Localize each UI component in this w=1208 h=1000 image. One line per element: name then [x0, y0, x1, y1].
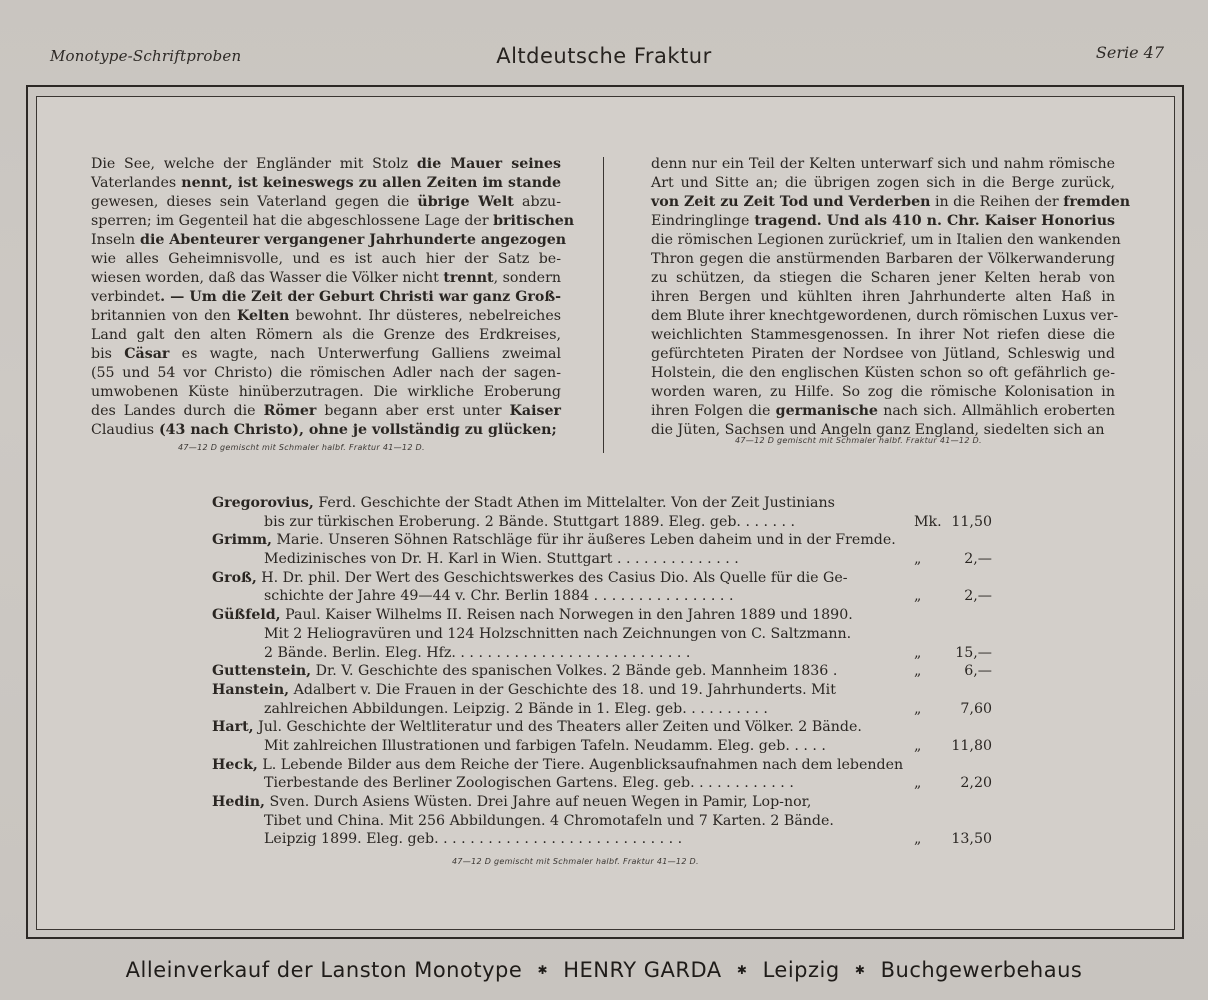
bibliography-entry [212, 756, 992, 793]
author-name: Grimm, [212, 532, 272, 549]
entry-line [212, 737, 992, 756]
entry-text: zahlreichen Abbildungen. Leipzig. 2 Bände in 1. Eleg. geb. . . . . . . . . . [264, 700, 768, 717]
text-column-left [91, 155, 575, 440]
bibliography-entry [212, 494, 992, 531]
text-line [91, 231, 567, 250]
price-currency: „ [914, 588, 922, 605]
emphasized-text: die Mauer seines [416, 156, 561, 172]
entry-text: schichte der Jahre 49—44 v. Chr. Berlin 1884 . . . . . . . . . . . . . . . . [264, 588, 734, 605]
footer-separator-icon: ✱ [736, 963, 748, 977]
text-line [91, 288, 561, 307]
text-run: denn nur ein Teil der Kelten unterwarf sich und nahm römische [651, 156, 1115, 172]
price-value: 7,60 [960, 700, 992, 717]
entry-line [212, 830, 992, 849]
footer-publisher-name: HENRY GARDA [563, 958, 722, 982]
text-line [91, 345, 561, 364]
emphasized-text: tragend. Und als 410 n. Chr. Kaiser Honorius [749, 213, 1115, 229]
price-currency: „ [914, 831, 922, 848]
bibliography-entry [212, 681, 992, 718]
text-line [91, 402, 561, 421]
author-name: Hanstein, [212, 681, 290, 698]
text-line [651, 174, 1115, 193]
price-currency: Mk. [914, 513, 942, 530]
text-line [91, 212, 575, 231]
text-line [651, 288, 1115, 307]
footer-building: Buchgewerbehaus [880, 958, 1083, 982]
text-line [91, 326, 561, 345]
price-value: 2,— [964, 551, 992, 568]
text-run: es wagte, nach Unterwerfung Galliens zweimal [169, 346, 561, 362]
text-line [91, 269, 561, 288]
typeface-note-bibliography: 47—12 D gemischt mit Schmaler halbf. Fraktur 41—12 D. [452, 857, 699, 866]
text-line [651, 307, 1119, 326]
emphasized-text: . — Um die Zeit der Geburt Christi war ganz Groß- [160, 289, 561, 305]
text-run: Die See, welche der Engländer mit Stolz [91, 156, 417, 172]
entry-price [914, 830, 992, 849]
text-run: weichlichten Stammesgenossen. In ihrer Not riefen diese die [651, 327, 1115, 343]
text-line [651, 326, 1115, 345]
text-run: abzu- [513, 194, 561, 210]
entry-text: H. Dr. phil. Der Wert des Geschichtswerkes des Casius Dio. Als Quelle für die Ge- [256, 569, 848, 586]
emphasized-text: (43 nach Christo), ohne je vollständig zu glücken; [154, 422, 557, 438]
publisher-footer [0, 958, 1208, 982]
entry-text: Mit zahlreichen Illustrationen und farbigen Tafeln. Neudamm. Eleg. geb. . . . . [264, 737, 826, 754]
entry-line [212, 550, 992, 569]
price-currency: „ [914, 700, 922, 717]
entry-text: Sven. Durch Asiens Wüsten. Drei Jahre auf neuen Wegen in Pamir, Lop-nor, [265, 794, 812, 810]
text-line [651, 345, 1115, 364]
entry-text: Medizinisches von Dr. H. Karl in Wien. Stuttgart . . . . . . . . . . . . . . [264, 551, 739, 568]
entry-price [914, 774, 992, 793]
text-line [651, 212, 1115, 231]
entry-line [212, 662, 992, 681]
text-run: (55 und 54 vor Christo) die römischen Adler nach der sagen- [91, 365, 561, 381]
entry-line [212, 569, 992, 588]
price-value: 6,— [964, 663, 992, 680]
entry-text: Tibet und China. Mit 256 Abbildungen. 4 Chromotafeln und 7 Karten. 2 Bände. [264, 812, 834, 829]
emphasized-text: britischen [493, 213, 575, 229]
author-name: Hart, [212, 719, 254, 736]
entry-line [212, 774, 992, 793]
text-run: die römischen Legionen zurückrief, um in Italien den wankenden [651, 232, 1121, 248]
emphasized-text: fremden [1063, 194, 1131, 210]
entry-price [914, 644, 992, 663]
author-name: Gregorovius, [212, 495, 314, 511]
text-run: umwobenen Küste hinüberzutragen. Die wirkliche Eroberung [91, 384, 561, 400]
text-run: in die Reihen der [930, 194, 1064, 210]
text-run: begann aber erst unter [316, 403, 510, 419]
text-run: bewohnt. Ihr düsteres, nebelreiches [289, 308, 561, 324]
entry-line [212, 625, 992, 644]
entry-text: Leipzig 1899. Eleg. geb. . . . . . . . . . . . . . . . . . . . . . . . . . . . [264, 831, 683, 848]
entry-text: L. Lebende Bilder aus dem Reiche der Tiere. Augenblicksaufnahmen nach dem lebenden [257, 756, 904, 773]
typeface-note-left: 47—12 D gemischt mit Schmaler halbf. Fraktur 41—12 D. [178, 443, 425, 452]
emphasized-text: von Zeit zu Zeit Tod und Verderben [651, 194, 931, 210]
text-line [91, 174, 561, 193]
text-run: , sondern [493, 270, 561, 286]
column-divider [603, 157, 604, 453]
text-run: nach sich. Allmählich eroberten [877, 403, 1115, 419]
author-name: Hedin, [212, 794, 265, 810]
bibliography-entry [212, 531, 992, 568]
entry-price [914, 700, 992, 719]
price-currency: „ [914, 644, 922, 661]
text-line [651, 383, 1115, 402]
entry-line [212, 681, 992, 700]
emphasized-text: die Abenteurer vergangener Jahrhunderte angezogen [135, 232, 567, 248]
price-value: 13,50 [951, 831, 992, 848]
entry-line [212, 513, 992, 532]
emphasized-text: Cäsar [124, 346, 170, 362]
price-value: 11,80 [951, 737, 992, 754]
entry-text: bis zur türkischen Eroberung. 2 Bände. Stuttgart 1889. Eleg. geb. . . . . . . [264, 513, 796, 530]
text-line [651, 364, 1115, 383]
text-run: ihren Bergen und kühlten ihren Jahrhunderte alten Haß in [651, 289, 1115, 305]
page-title: Altdeutsche Fraktur [496, 44, 712, 68]
text-run: ihren Folgen die [651, 403, 776, 419]
entry-line [212, 756, 992, 775]
footer-separator-icon: ✱ [537, 963, 549, 977]
entry-price [914, 587, 992, 606]
text-run: Art und Sitte an; die übrigen zogen sich in die Berge zurück, [651, 175, 1115, 191]
bibliography-entry [212, 662, 992, 681]
entry-text: 2 Bände. Berlin. Eleg. Hfz. . . . . . . . . . . . . . . . . . . . . . . . . . . [264, 644, 691, 661]
entry-line [212, 606, 992, 625]
text-run: worden waren, zu Hilfe. So zog die römische Kolonisation in [651, 384, 1115, 400]
text-run: wiesen worden, daß das Wasser die Völker nicht [91, 270, 444, 286]
bibliography-entry [212, 606, 992, 662]
entry-text: Marie. Unseren Söhnen Ratschläge für ihr äußeres Leben daheim und in der Fremde. [271, 532, 896, 549]
typeface-note-right: 47—12 D gemischt mit Schmaler halbf. Fraktur 41—12 D. [735, 436, 982, 445]
bibliography-entry [212, 718, 992, 755]
text-line [651, 250, 1115, 269]
emphasized-text: Kaiser [509, 403, 561, 419]
text-line [651, 155, 1115, 174]
entry-text: Mit 2 Heliogravüren und 124 Holzschnitten nach Zeichnungen von C. Saltzmann. [264, 625, 852, 642]
bibliography-entry [212, 569, 992, 606]
entry-price [914, 662, 992, 681]
text-run: dem Blute ihrer knechtgewordenen, durch römischen Luxus ver- [651, 308, 1119, 324]
entry-line [212, 812, 992, 831]
text-run: wie alles Geheimnisvolle, und es ist auch hier der Satz be- [91, 251, 561, 267]
text-line [91, 193, 561, 212]
entry-text: Dr. V. Geschichte des spanischen Volkes. 2 Bände geb. Mannheim 1836 . [311, 663, 838, 680]
text-line [91, 364, 561, 383]
text-line [91, 307, 561, 326]
entry-text: Jul. Geschichte der Weltliteratur und des Theaters aller Zeiten und Völker. 2 Bände. [253, 719, 862, 736]
emphasized-text: nennt, ist keineswegs zu allen Zeiten im stande [176, 175, 561, 191]
text-line [91, 155, 561, 174]
entry-price [914, 550, 992, 569]
entry-line [212, 700, 992, 719]
emphasized-text: germanische [775, 403, 878, 419]
text-run: die Jüten, Sachsen und Angeln ganz England, siedelten sich an [651, 422, 1105, 438]
text-column-right [651, 155, 1131, 440]
entry-text: Paul. Kaiser Wilhelms II. Reisen nach Norwegen in den Jahren 1889 und 1890. [280, 607, 853, 624]
text-run: Land galt den alten Römern als die Grenze des Erdkreises, [91, 327, 561, 343]
text-run: gefürchteten Piraten der Nordsee von Jütland, Schleswig und [651, 346, 1115, 362]
entry-line [212, 644, 992, 663]
text-run: Claudius [91, 422, 155, 438]
emphasized-text: trennt [443, 270, 494, 286]
price-value: 2,20 [960, 775, 992, 792]
text-run: Holstein, die den englischen Küsten schon so oft gefährlich ge- [651, 365, 1115, 381]
emphasized-text: Kelten [236, 308, 290, 324]
entry-line [212, 718, 992, 737]
text-line [91, 383, 561, 402]
entry-line [212, 587, 992, 606]
text-run: Thron gegen die anstürmenden Barbaren der Völkerwanderung [651, 251, 1115, 267]
header-series-name: Monotype-Schriftproben [50, 47, 242, 65]
price-value: 11,50 [951, 513, 992, 530]
author-name: Guttenstein, [212, 663, 312, 680]
entry-text: Adalbert v. Die Frauen in der Geschichte des 18. und 19. Jahrhunderts. Mit [289, 681, 836, 698]
text-line [651, 193, 1131, 212]
text-line [651, 231, 1121, 250]
text-run: des Landes durch die [91, 403, 264, 419]
price-currency: „ [914, 737, 922, 754]
text-run: verbindet [91, 289, 161, 305]
entry-price [914, 737, 992, 756]
bibliography-entry [212, 793, 992, 849]
text-run: britannien von den [91, 308, 237, 324]
author-name: Groß, [212, 569, 257, 586]
author-name: Güßfeld, [212, 607, 281, 624]
text-line [651, 402, 1115, 421]
price-value: 2,— [964, 588, 992, 605]
text-line [651, 269, 1115, 288]
entry-text: Tierbestande des Berliner Zoologischen Gartens. Eleg. geb. . . . . . . . . . . . [264, 775, 794, 792]
author-name: Heck, [212, 756, 258, 773]
text-line [91, 250, 561, 269]
text-line [91, 421, 561, 440]
price-currency: „ [914, 551, 922, 568]
text-run: gewesen, dieses sein Vaterland gegen die [91, 194, 418, 210]
text-run: zu schützen, da stiegen die Scharen jener Kelten herab von [651, 270, 1115, 286]
text-run: bis [91, 346, 125, 362]
bibliography-list [212, 494, 992, 849]
text-run: Eindringlinge [651, 213, 750, 229]
entry-price [914, 513, 992, 532]
entry-text: Ferd. Geschichte der Stadt Athen im Mittelalter. Von der Zeit Justinians [313, 495, 835, 511]
footer-sales-text: Alleinverkauf der Lanston Monotype [125, 958, 523, 982]
footer-city: Leipzig [762, 958, 840, 982]
price-value: 15,— [955, 644, 992, 661]
footer-separator-icon: ✱ [854, 963, 866, 977]
entry-line [212, 531, 992, 550]
text-run: Inseln [91, 232, 136, 248]
header-series-number: Serie 47 [1095, 43, 1164, 62]
emphasized-text: Römer [263, 403, 317, 419]
entry-line [212, 494, 992, 513]
price-currency: „ [914, 775, 922, 792]
emphasized-text: übrige Welt [417, 194, 514, 210]
text-run: Vaterlandes [91, 175, 177, 191]
price-currency: „ [914, 663, 922, 680]
text-run: sperren; im Gegenteil hat die abgeschlossene Lage der [91, 213, 494, 229]
entry-line [212, 793, 992, 812]
